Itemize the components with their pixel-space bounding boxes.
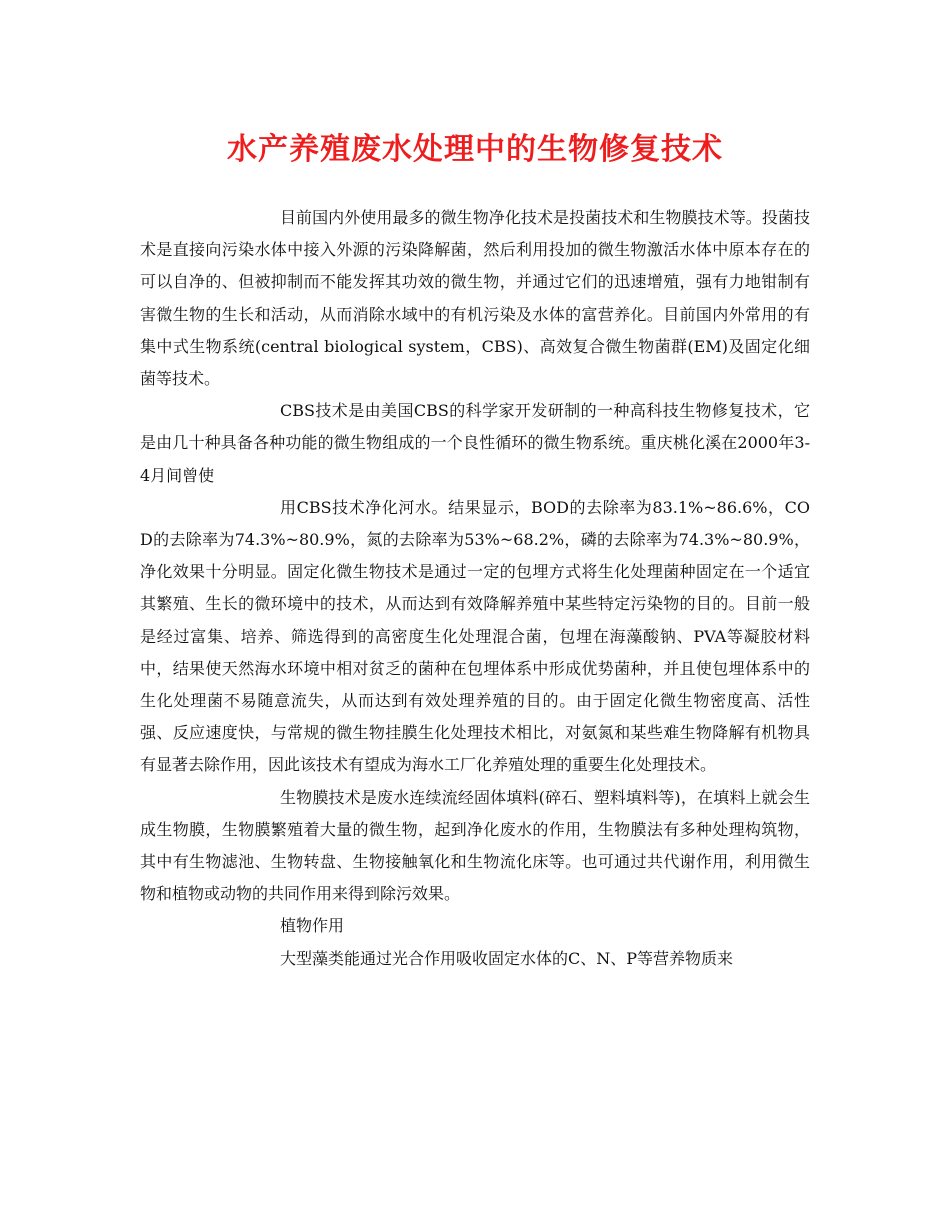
document-body	[140, 202, 810, 975]
paragraph-cbs-technology: CBS技术是由美国CBS的科学家开发研制的一种高科技生物修复技术，它是由几十种具备各种功能的微生物组成的一个良性循环的微生物系统。重庆桃化溪在2000年3-4月间曾使	[140, 401, 810, 485]
paragraph-cbs-results-immobilization: 用CBS技术净化河水。结果显示，BOD的去除率为83.1%~86.6%，COD的去除率为74.3%~80.9%，氮的去除率为53%~68.2%，磷的去除率为74.3%~80.9%，净化效果十分明显。固定化微生物技术是通过一定的包埋方式将生化处理菌种固定在一个适宜其繁殖、生长的微环境中的技术，从而达到有效降解养殖中某些特定污染物的目的。目前一般是经过富集、培养、筛选得到的高密度生化处理混合菌，包埋在海藻酸钠、PVA等凝胶材料中，结果使天然海水环境中相对贫乏的菌种在包埋体系中形成优势菌种，并且使包埋体系中的生化处理菌不易随意流失，从而达到有效处理养殖的目的。由于固定化微生物密度高、活性强、反应速度快，与常规的微生物挂膜生化处理技术相比，对氨氮和某些难生物降解有机物具有显著去除作用，因此该技术有望成为海水工厂化养殖处理的重要生化处理技术。	[140, 497, 810, 775]
paragraph-macroalgae: 大型藻类能通过光合作用吸收固定水体的C、N、P等营养物质来	[280, 948, 734, 968]
paragraph-biofilm-technology: 生物膜技术是废水连续流经固体填料(碎石、塑料填料等)，在填料上就会生成生物膜，生物膜繁殖着大量的微生物，起到净化废水的作用，生物膜法有多种处理构筑物，其中有生物滤池、生物转盘、生物接触氧化和生物流化床等。也可通过共代谢作用，利用微生物和植物或动物的共同作用来得到除污效果。	[140, 787, 810, 904]
document-title: 水产养殖废水处理中的生物修复技术	[227, 132, 723, 167]
section-heading-plant-action: 植物作用	[280, 916, 345, 936]
paragraph-bioaugmentation-overview: 目前国内外使用最多的微生物净化技术是投菌技术和生物膜技术等。投菌技术是直接向污染水体中接入外源的污染降解菌，然后利用投加的微生物激活水体中原本存在的可以自净的、但被抑制而不能发挥其功效的微生物，并通过它们的迅速增殖，强有力地钳制有害微生物的生长和活动，从而消除水域中的有机污染及水体的富营养化。目前国内外常用的有集中式生物系统(central biological system，CBS)、高效复合微生物菌群(EM)及固定化细菌等技术。	[140, 208, 810, 389]
